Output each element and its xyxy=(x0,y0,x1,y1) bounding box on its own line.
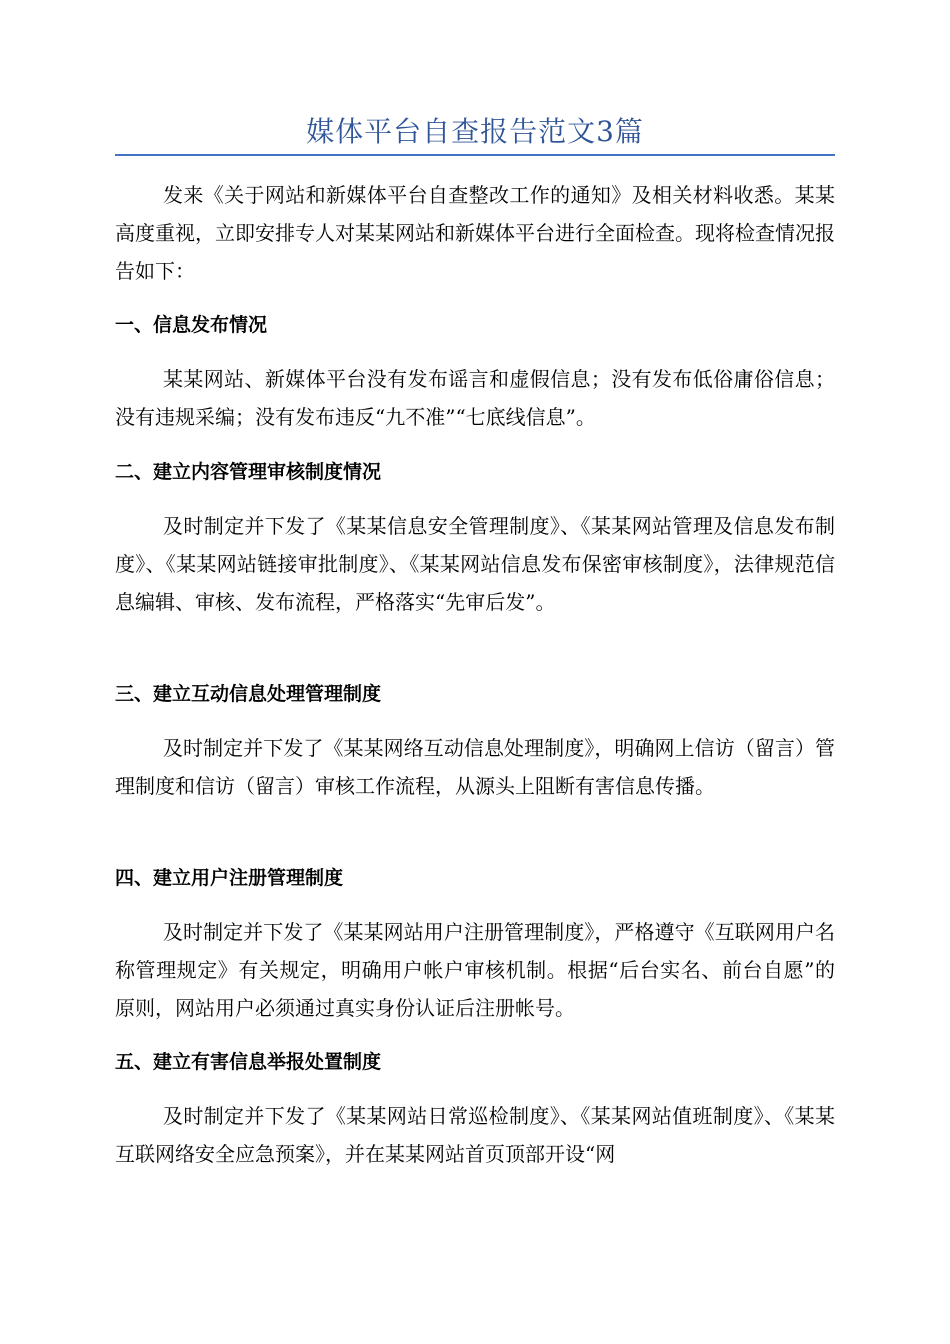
section-3-heading: 三、建立互动信息处理管理制度 xyxy=(115,683,382,705)
section-3-body: 及时制定并下发了《某某网络互动信息处理制度》，明确网上信访（留言）管理制度和信访（留言）审核工作流程，从源头上阻断有害信息传播。 xyxy=(115,736,835,798)
section-2-body: 及时制定并下发了《某某信息安全管理制度》、《某某网站管理及信息发布制度》、《某某网站链接审批制度》、《某某网站信息发布保密审核制度》，法律规范信息编辑、审核、发布流程，严格落实“先审后发”。 xyxy=(115,514,835,614)
document-title: 媒体平台自查报告范文3篇 xyxy=(306,115,644,148)
section-5-body: 及时制定并下发了《某某网站日常巡检制度》、《某某网站值班制度》、《某某互联网络安全应急预案》，并在某某网站首页顶部开设“网 xyxy=(115,1104,835,1166)
section-4-heading: 四、建立用户注册管理制度 xyxy=(115,867,344,889)
section-1-body: 某某网站、新媒体平台没有发布谣言和虚假信息；没有发布低俗庸俗信息；没有违规采编；没有发布违反“九不准”“七底线信息”。 xyxy=(115,367,835,429)
section-5-heading: 五、建立有害信息举报处置制度 xyxy=(115,1051,382,1073)
intro-paragraph: 发来《关于网站和新媒体平台自查整改工作的通知》及相关材料收悉。某某高度重视，立即安排专人对某某网站和新媒体平台进行全面检查。现将检查情况报告如下： xyxy=(115,183,835,283)
section-4-body: 及时制定并下发了《某某网站用户注册管理制度》，严格遵守《互联网用户名称管理规定》有关规定，明确用户帐户审核机制。根据“后台实名、前台自愿”的原则，网站用户必须通过真实身份认证后注册帐号。 xyxy=(115,920,835,1020)
section-1-heading: 一、信息发布情况 xyxy=(115,314,268,336)
title-underline xyxy=(115,154,835,156)
section-2-heading: 二、建立内容管理审核制度情况 xyxy=(115,461,382,483)
